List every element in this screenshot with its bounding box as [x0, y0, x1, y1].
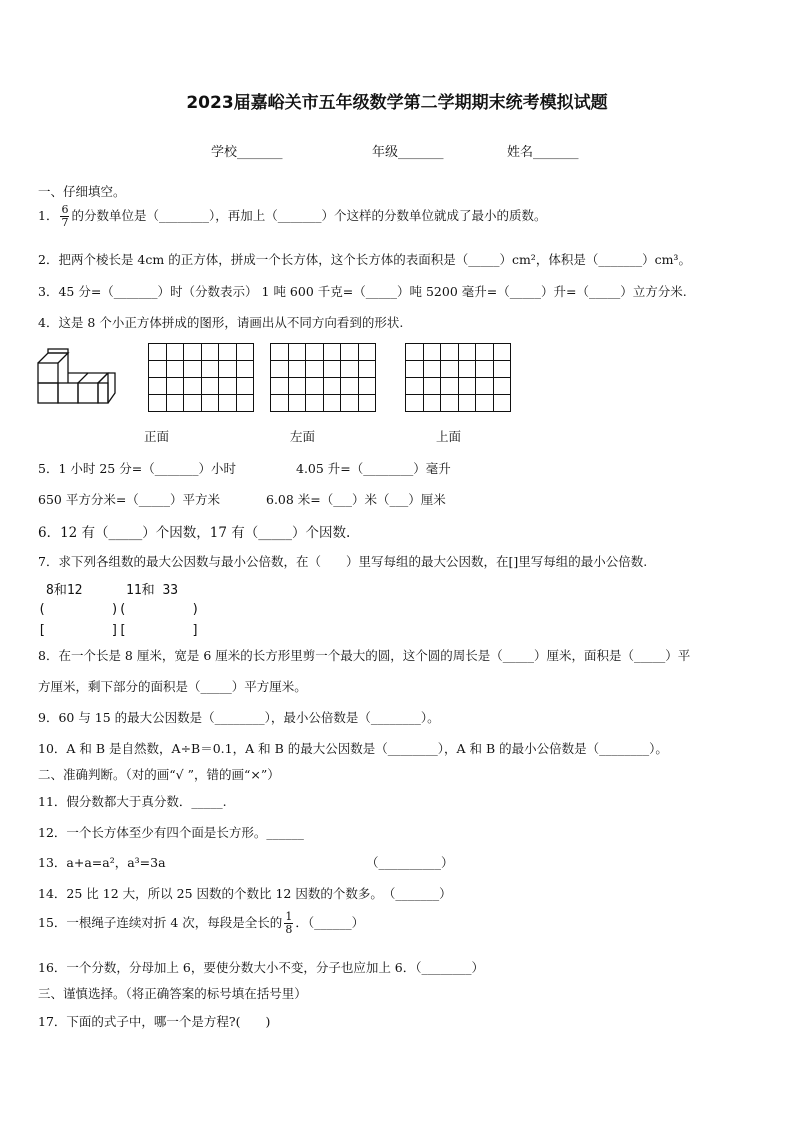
- question-7: 7．求下列各组数的最大公因数与最小公倍数，在（ ）里写每组的最大公因数，在[]里写每组的最小公倍数.: [38, 554, 648, 569]
- school-field: 学校_______: [211, 145, 283, 160]
- lcm-answer-brackets[interactable]: [ ][ ]: [38, 623, 200, 638]
- gcd-answer-parens[interactable]: ( )( ): [38, 602, 200, 617]
- question-1: [38, 204, 546, 229]
- top-view-grid[interactable]: [405, 343, 511, 412]
- question-5-part-c: 650 平方分米=（_____）平方米: [38, 492, 221, 507]
- left-view-label: 左面: [290, 429, 316, 444]
- question-10: 10．A 和 B 是自然数，A÷B＝0.1，A 和 B 的最大公因数是（________），A 和 B 的最小公倍数是（________）。: [38, 741, 668, 756]
- question-9: 9．60 与 15 的最大公因数是（________），最小公倍数是（________）。: [38, 710, 440, 725]
- grade-field: 年级_______: [372, 145, 444, 160]
- question-17: 17．下面的式子中，哪一个是方程?( ): [38, 1014, 271, 1029]
- question-13-answer: （__________）: [366, 855, 454, 870]
- question-14: 14．25 比 12 大，所以 25 因数的个数比 12 因数的个数多。 （_______）: [38, 886, 452, 901]
- name-field: 姓名_______: [507, 145, 579, 160]
- fraction-6-7: $\frac{6}{7}$: [61, 203, 69, 229]
- left-view-grid[interactable]: [270, 343, 376, 412]
- question-11: 11．假分数都大于真分数．_____.: [38, 794, 227, 809]
- question-8-line-2: 方厘米，剩下部分的面积是（_____）平方厘米。: [38, 679, 307, 694]
- question-15-answer: ．（______）: [295, 915, 365, 930]
- cube-stack-figure: [37, 346, 117, 406]
- question-8-line-1: 8．在一个长是 8 厘米，宽是 6 厘米的长方形里剪一个最大的圆，这个圆的周长是（_____）厘米，面积是（_____）平: [38, 648, 691, 663]
- section-3-heading: 三、谨慎选择。（将正确答案的标号填在括号里）: [38, 986, 307, 1001]
- section-1-heading: 一、仔细填空。: [38, 184, 126, 199]
- question-1-text: 的分数单位是（________），再加上（_______）个这样的分数单位就成了最小的质数。: [71, 208, 547, 223]
- question-5-part-d: 6.08 米=（___）米（___）厘米: [266, 492, 446, 507]
- question-13: 13．a+a=a²，a³=3a: [38, 855, 166, 870]
- question-15: [38, 911, 364, 936]
- question-5-part-a: 5．1 小时 25 分=（_______）小时: [38, 461, 236, 476]
- fraction-1-8: $\frac{1}{8}$: [285, 910, 293, 936]
- question-3: 3．45 分=（_______）时（分数表示） 1 吨 600 千克=（_____）吨 5200 毫升=（_____）升=（_____）立方分米.: [38, 284, 687, 299]
- question-12: 12．一个长方体至少有四个面是长方形。______: [38, 825, 304, 840]
- page-title: 2023届嘉峪关市五年级数学第二学期期末统考模拟试题: [186, 93, 608, 113]
- question-4: 4．这是 8 个小正方体拼成的图形，请画出从不同方向看到的形状.: [38, 315, 404, 330]
- question-5-part-b: 4.05 升=（________）毫升: [296, 461, 451, 476]
- section-2-heading: 二、准确判断。（对的画“√ ”，错的画“×”）: [38, 767, 280, 782]
- front-view-label: 正面: [144, 429, 170, 444]
- question-15-text: 15．一根绳子连续对折 4 次，每段是全长的: [38, 915, 283, 930]
- pair-8-12: 8和12: [46, 583, 83, 598]
- pair-11-33: 11和 33: [126, 583, 179, 598]
- front-view-grid[interactable]: [148, 343, 254, 412]
- question-2: 2．把两个棱长是 4cm 的正方体，拼成一个长方体，这个长方体的表面积是（_____）cm²，体积是（_______）cm³。: [38, 252, 691, 267]
- question-16: 16．一个分数，分母加上 6，要使分数大小不变，分子也应加上 6．（________）: [38, 960, 485, 975]
- question-6: 6．12 有（_____）个因数，17 有（_____）个因数.: [38, 525, 351, 541]
- top-view-label: 上面: [436, 429, 462, 444]
- question-1-number: 1．: [38, 208, 59, 223]
